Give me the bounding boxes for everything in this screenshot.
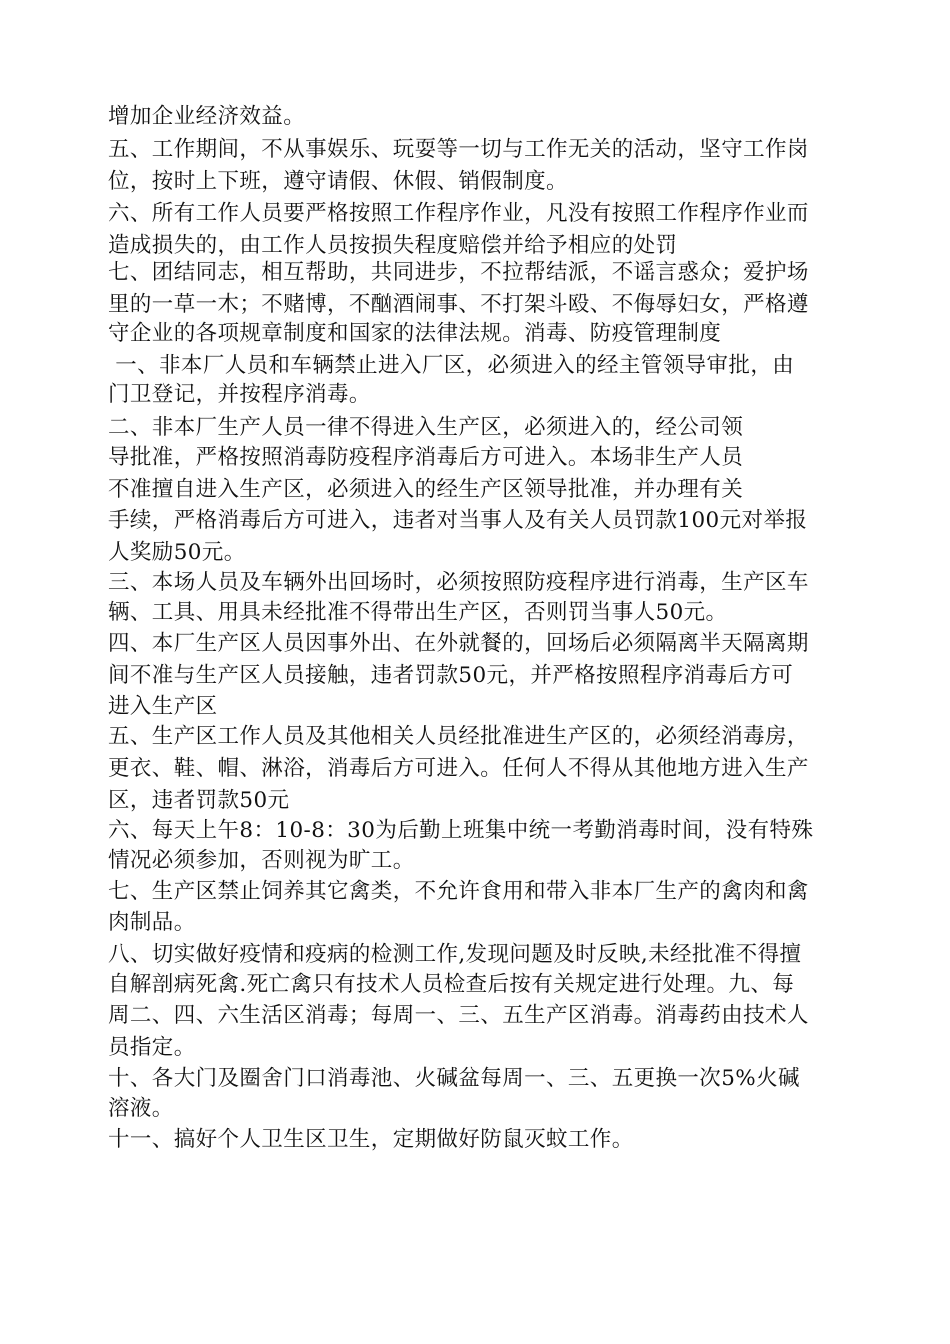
text-line-21: 五、生产区工作人员及其他相关人员经批准进生产区的，必须经消毒房， <box>108 724 809 749</box>
text-line-14: 手续，严格消毒后方可进入，违者对当事人及有关人员罚款100元对举报 <box>108 508 808 533</box>
text-line-32: 十、各大门及圈舍门口消毒池、火碱盆每周一、三、五更换一次5%火碱 <box>108 1066 800 1091</box>
text-line-29: 自解剖病死禽.死亡禽只有技术人员检查后按有关规定进行处理。九、每 <box>108 972 795 997</box>
text-line-20: 进入生产区 <box>108 694 218 719</box>
text-line-11: 二、非本厂生产人员一律不得进入生产区，必须进入的，经公司领 <box>108 415 744 440</box>
text-line-34: 十一、搞好个人卫生区卫生，定期做好防鼠灭蚊工作。 <box>108 1127 634 1152</box>
text-line-15: 人奖励50元。 <box>108 540 246 565</box>
text-line-27: 肉制品。 <box>108 910 196 935</box>
text-line-33: 溶液。 <box>108 1096 174 1121</box>
text-line-25: 情况必须参加，否则视为旷工。 <box>108 848 415 873</box>
text-line-26: 七、生产区禁止饲养其它禽类，不允许食用和带入非本厂生产的禽肉和禽 <box>108 879 809 904</box>
text-line-9: 一、非本厂人员和车辆禁止进入厂区，必须进入的经主管领导审批，由 <box>108 353 795 378</box>
text-line-6: 七、团结同志，相互帮助，共同进步，不拉帮结派，不谣言惑众；爱护场 <box>108 260 809 285</box>
text-line-3: 位，按时上下班，遵守请假、休假、销假制度。 <box>108 169 568 194</box>
text-line-30: 周二、四、六生活区消毒；每周一、三、五生产区消毒。消毒药由技术人 <box>108 1003 809 1028</box>
text-line-28: 八、切实做好疫情和疫病的检测工作,发现问题及时反映,未经批准不得擅 <box>108 942 802 967</box>
text-line-7: 里的一草一木；不赌博，不酗酒闹事、不打架斗殴、不侮辱妇女，严格遵 <box>108 292 809 317</box>
text-line-23: 区，违者罚款50元 <box>108 788 290 813</box>
text-line-2: 五、工作期间，不从事娱乐、玩耍等一切与工作无关的活动，坚守工作岗 <box>108 137 809 162</box>
text-line-18: 四、本厂生产区人员因事外出、在外就餐的，回场后必须隔离半天隔离期 <box>108 631 809 656</box>
text-line-13: 不准擅自进入生产区，必须进入的经生产区领导批准，并办理有关 <box>108 477 744 502</box>
text-line-5: 造成损失的，由工作人员按损失程度赔偿并给予相应的处罚 <box>108 233 678 258</box>
text-line-19: 间不准与生产区人员接触，违者罚款50元，并严格按照程序消毒后方可 <box>108 663 794 688</box>
text-line-1: 增加企业经济效益。 <box>108 104 306 129</box>
text-line-16: 三、本场人员及车辆外出回场时，必须按照防疫程序进行消毒，生产区车 <box>108 570 809 595</box>
text-line-22: 更衣、鞋、帽、淋浴，消毒后方可进入。任何人不得从其他地方进入生产 <box>108 756 809 781</box>
text-line-10: 门卫登记，并按程序消毒。 <box>108 382 371 407</box>
text-line-31: 员指定。 <box>108 1035 196 1060</box>
text-line-8: 守企业的各项规章制度和国家的法律法规。消毒、防疫管理制度 <box>108 321 722 346</box>
text-line-17: 辆、工具、用具未经批准不得带出生产区，否则罚当事人50元。 <box>108 600 728 625</box>
text-line-4: 六、所有工作人员要严格按照工作程序作业，凡没有按照工作程序作业而 <box>108 201 809 226</box>
text-line-24: 六、每天上午8：10-8：30为后勤上班集中统一考勤消毒时间，没有特殊 <box>108 818 814 843</box>
text-line-12: 导批准，严格按照消毒防疫程序消毒后方可进入。本场非生产人员 <box>108 445 744 470</box>
